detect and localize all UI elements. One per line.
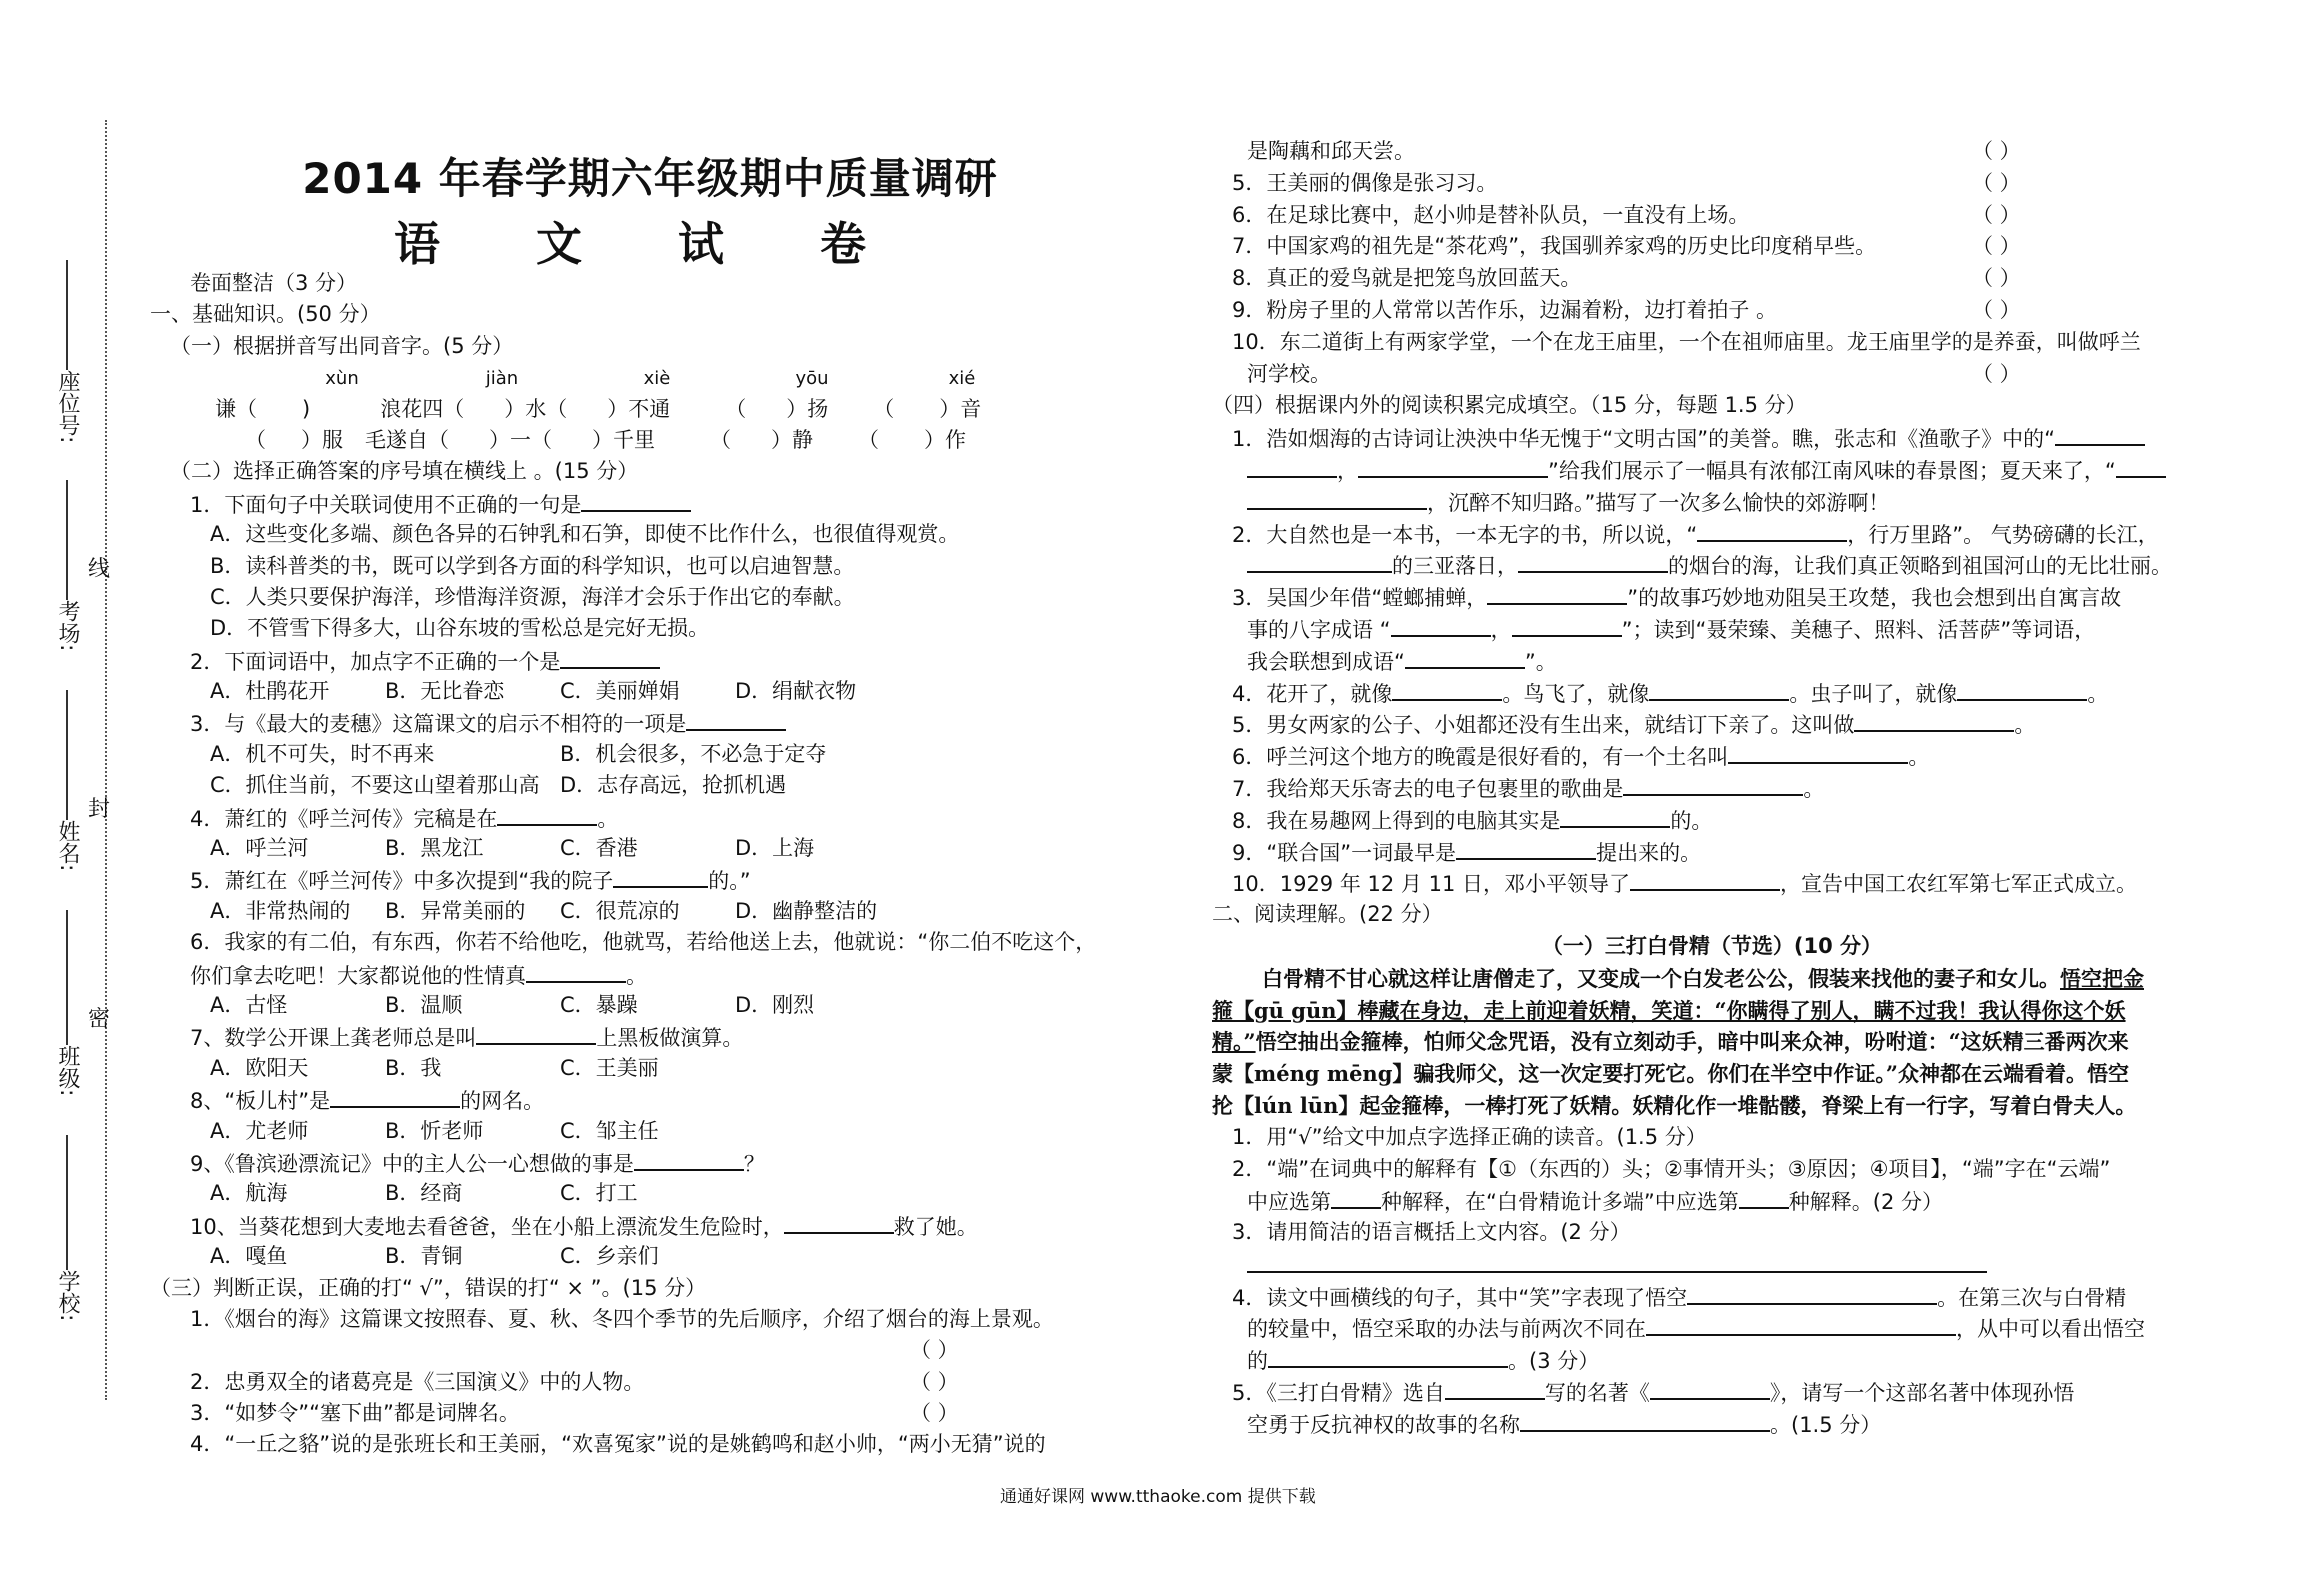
seal-char-secret: 密 (88, 1007, 111, 1032)
fill-item: 5．男女两家的公子、小姐都还没有生出来，就结订下亲了。这叫做 。 (1212, 708, 2212, 740)
passage-line: 白骨精不甘心就这样让唐僧走了，又变成一个白发老公公，假装来找他的妻子和女儿。悟空把金 (1262, 965, 2144, 991)
answer-blank[interactable] (686, 707, 786, 731)
judge-paren[interactable]: （ ） (910, 1401, 959, 1426)
part-choice: （二）选择正确答案的序号填在横线上 。(15 分） (170, 459, 639, 484)
judge-paren[interactable]: （ ） (1972, 266, 2021, 291)
judge-item: 是陶藕和邱天尝。 （ ） (1212, 136, 2212, 168)
fill-item-cont: ，沉醉不知归路。”描写了一次多么愉快的郊游啊！ (1212, 486, 2212, 518)
judge-paren[interactable]: （ ） (1972, 234, 2021, 259)
answer-blank[interactable] (613, 864, 708, 888)
reading-title: （一）三打白骨精（节选）(10 分） (1541, 933, 1883, 958)
judge-item: 4．“一丘之貉”说的是张班长和王美丽，“欢喜冤家”说的是姚鹤鸣和赵小帅，“两小无猜”说的 (190, 1432, 1046, 1457)
option: D．不管雪下得多大，山谷东坡的雪松总是完好无损。 (210, 616, 710, 641)
question: 4．萧红的《呼兰河传》完稿是在 。 (150, 802, 1150, 833)
answer-blank[interactable] (1247, 454, 1337, 478)
question: 9、《鲁滨逊漂流记》中的主人公一心想做的事是 ？ (150, 1147, 1150, 1178)
part-pinyin: （一）根据拼音写出同音字。(5 分） (170, 333, 514, 358)
reading-question: 4．读文中画横线的句子，其中“笑”字表现了悟空 。在第三次与白骨精 (1212, 1281, 2212, 1313)
judge-paren[interactable]: （ ） (910, 1338, 959, 1363)
judge-paren[interactable]: （ ） (1972, 361, 2021, 386)
answer-blank[interactable] (476, 1021, 596, 1045)
question: 2．下面词语中，加点字不正确的一个是 (150, 645, 1150, 676)
answer-blank[interactable] (1623, 772, 1803, 796)
answer-blank[interactable] (1649, 677, 1789, 701)
answer-line[interactable] (1247, 1249, 1987, 1273)
class-line (66, 910, 68, 1045)
answer-blank[interactable] (1739, 1185, 1789, 1209)
answer-blank[interactable] (1405, 645, 1525, 669)
fill-item: 3．吴国少年借“螳螂捕蝉， ”的故事巧妙地劝阻吴王攻楚，我也会想到出自寓言故 (1212, 581, 2212, 613)
answer-blank[interactable] (1560, 804, 1670, 828)
question: 3．与《最大的麦穗》这篇课文的启示不相符的一项是 (150, 707, 1150, 738)
answer-blank[interactable] (1728, 740, 1908, 764)
answer-blank[interactable] (1687, 1281, 1937, 1305)
answer-blank[interactable] (330, 1084, 460, 1108)
judge-paren[interactable]: （ ） (910, 1369, 959, 1394)
fill-item-cont: 事的八字成语 “ ， ”；读到“聂荣臻、美穗子、照料、活菩萨”等词语， (1212, 613, 2212, 645)
homophone-row-1: 谦（ ) 浪花四（ ）水（ ）不通 （ ）扬 （ ）音 (215, 396, 982, 421)
reading-question: 2．“端”在词典中的解释有【①（东西的）头；②事情开头；③原因；④项目】，“端”字在“云端” (1232, 1156, 2111, 1181)
option: B．读科普类的书，既可以学到各方面的科学知识，也可以启迪智慧。 (210, 553, 855, 578)
reading-question-cont: 空勇于反抗神权的故事的名称 。(1.5 分） (1212, 1408, 2212, 1440)
part-judge: （三）判断正误，正确的打“ √”，错误的打“ × ”。(15 分） (150, 1275, 707, 1300)
answer-blank[interactable] (2116, 454, 2166, 478)
name-line (66, 690, 68, 820)
judge-item: 1．《烟台的海》这篇课文按照春、夏、秋、冬四个季节的先后顺序，介绍了烟台的海上景观。 (190, 1306, 1054, 1331)
room-line (66, 480, 68, 600)
reading-question: 3．请用简洁的语言概括上文内容。(2 分） (1232, 1220, 1631, 1245)
homophone-row-2: （ ）服 毛遂自（ ）一（ ）千里 （ ）静 （ ）作 (245, 427, 966, 452)
fill-item: 2．大自然也是一本书，一本无字的书，所以说，“ ，行万里路”。 气势磅礴的长江， (1212, 518, 2212, 550)
option-row: A．非常热闹的 B．异常美丽的 C．很荒凉的 D．幽静整洁的 (210, 898, 878, 923)
reading-question: 5．《三打白骨精》选自 写的名著《 》，请写一个这部名著中体现孙悟 (1212, 1376, 2212, 1408)
judge-item: 2．忠勇双全的诸葛亮是《三国演义》中的人物。 （ ） (150, 1367, 1150, 1398)
answer-blank[interactable] (497, 802, 597, 826)
fill-item: 7．我给郑天乐寄去的电子包裹里的歌曲是 。 (1212, 772, 2212, 804)
option-row: A．航海 B．经商 C．打工 (210, 1181, 638, 1206)
reading-question: 1．用“√”给文中加点字选择正确的读音。(1.5 分） (1232, 1124, 1707, 1149)
name-label: 姓名: (55, 820, 80, 872)
answer-blank[interactable] (1650, 1376, 1770, 1400)
answer-blank[interactable] (1518, 549, 1668, 573)
neatness-score: 卷面整洁（3 分） (190, 271, 358, 295)
fill-item: 6．呼兰河这个地方的晚霞是很好看的，有一个土名叫 。 (1212, 740, 2212, 772)
option-row: C．抓住当前，不要这山望着那山高 D．志存高远，抢抓机遇 (210, 773, 787, 798)
option-row: A．杜鹃花开 B．无比眷恋 C．美丽婵娟 D．绢献衣物 (210, 679, 857, 704)
question: 10、当葵花想到大麦地去看爸爸，坐在小船上漂流发生危险时， 救了她。 (150, 1210, 1150, 1241)
pinyin-row: xùn jiàn xiè yōu xié (325, 368, 976, 390)
answer-blank[interactable] (1520, 1408, 1770, 1432)
answer-blank[interactable] (1391, 613, 1491, 637)
option-row: A．尤老师 B．忻老师 C．邹主任 (210, 1118, 659, 1143)
binding-dotted-line (105, 120, 107, 1400)
judge-paren[interactable]: （ ） (1972, 297, 2021, 322)
answer-blank[interactable] (1854, 708, 2014, 732)
fill-item-cont: 的三亚落日， 的烟台的海，让我们真正领略到祖国河山的无比壮丽。 (1212, 549, 2212, 581)
passage-line: 箍【gū gūn】棒藏在身边，走上前迎着妖精，笑道：“你瞒得了别人，瞒不过我！我认得你这个妖 (1212, 997, 2126, 1023)
question: 5．萧红在《呼兰河传》中多次提到“我的院子 的。” (150, 864, 1150, 895)
answer-blank[interactable] (581, 488, 691, 512)
option: C．人类只要保护海洋，珍惜海洋资源，海洋才会乐于作出它的奉献。 (210, 584, 855, 609)
left-column (150, 268, 1150, 1461)
page-footer: 通通好课网 www.tthaoke.com 提供下载 (1000, 1487, 1316, 1507)
school-line (66, 1135, 68, 1270)
exam-subtitle: 语 文 试 卷 (393, 217, 907, 271)
answer-blank[interactable] (1392, 677, 1502, 701)
answer-blank[interactable] (1487, 581, 1627, 605)
option-row: A．古怪 B．温顺 C．暴躁 D．刚烈 (210, 992, 815, 1017)
answer-blank[interactable] (1247, 549, 1392, 573)
judge-paren[interactable]: （ ） (1972, 170, 2021, 195)
fill-item: 1．浩如烟海的古诗词让泱泱中华无愧于“文明古国”的美誉。瞧，张志和《渔歌子》中的“ (1212, 422, 2212, 454)
seal-char-line: 线 (88, 557, 111, 582)
answer-blank[interactable] (1331, 1185, 1381, 1209)
answer-blank[interactable] (2055, 422, 2145, 446)
fill-item: 9．“联合国”一词最早是 提出来的。 (1212, 836, 2212, 868)
answer-blank[interactable] (634, 1147, 744, 1171)
answer-blank[interactable] (1358, 454, 1548, 478)
school-label: 学校: (55, 1270, 80, 1322)
question: 6．我家的有二伯，有东西，你若不给他吃，他就骂，若给他送上去，他就说：“你二伯不吃这个， (190, 930, 1097, 955)
judge-item: 10．东二道街上有两家学堂，一个在龙王庙里，一个在祖师庙里。龙王庙里学的是养蚕，叫做呼兰 (1232, 329, 2141, 354)
passage-line: 蒙【méng mēng】骗我师父，这一次定要打死它。你们在半空中作证。”众神都在云端看着。悟空 (1212, 1061, 2129, 1087)
fill-item-cont: 我会联想到成语“ ”。 (1212, 645, 2212, 677)
option-row: A．欧阳天 B．我 C．王美丽 (210, 1055, 659, 1080)
option-row: A．嘎鱼 B．青铜 C．乡亲们 (210, 1244, 659, 1269)
answer-line-row (1212, 1249, 2212, 1281)
answer-blank[interactable] (1268, 1344, 1508, 1368)
option-row: A．呼兰河 B．黑龙江 C．香港 D．上海 (210, 836, 815, 861)
passage-line: 抡【lún lūn】起金箍棒，一棒打死了妖精。妖精化作一堆骷髅，脊梁上有一行字，写着白骨夫人。 (1212, 1092, 2137, 1118)
judge-item: 5．王美丽的偶像是张习习。 （ ） (1212, 168, 2212, 200)
reading-question-cont: 的较量中，悟空采取的办法与前两次不同在 ，从中可以看出悟空 (1212, 1312, 2212, 1344)
section-basic: 一、基础知识。(50 分） (150, 302, 381, 327)
fill-item-cont: ， ”给我们展示了一幅具有浓郁江南风味的春景图；夏天来了，“ (1212, 454, 2212, 486)
seat-label: 座位号: (55, 370, 80, 444)
question: 1．下面句子中关联词使用不正确的一句是 (150, 488, 1150, 519)
option: A．这些变化多端、颜色各异的石钟乳和石笋，即使不比作什么，也很值得观赏。 (210, 522, 960, 547)
part-fill: （四）根据课内外的阅读积累完成填空。（15 分，每题 1.5 分） (1212, 393, 1807, 418)
room-label: 考场: (55, 600, 80, 652)
judge-paren[interactable]: （ ） (1972, 139, 2021, 163)
seal-char-seal: 封 (88, 797, 111, 822)
section-reading: 二、阅读理解。(22 分） (1212, 902, 1443, 927)
answer-blank[interactable] (1512, 613, 1622, 637)
judge-paren[interactable]: （ ） (1972, 202, 2021, 227)
passage-line: 精。”悟空抽出金箍棒，怕师父念咒语，没有立刻动手，暗中叫来众神，吩咐道：“这妖精三番两次来 (1212, 1029, 2129, 1055)
judge-item-cont: 河学校。 （ ） (1212, 359, 2212, 391)
seat-line (66, 260, 68, 370)
judge-item: 3．“如梦令”“塞下曲”都是词牌名。 （ ） (150, 1398, 1150, 1429)
question: 8、“板儿村”是 的网名。 (150, 1084, 1150, 1115)
class-label: 班级: (55, 1045, 80, 1097)
answer-blank[interactable] (1247, 486, 1427, 510)
judge-item: 9．粉房子里的人常常以苦作乐，边漏着粉，边打着拍子 。 （ ） (1212, 295, 2212, 327)
answer-blank[interactable] (1646, 1312, 1956, 1336)
answer-blank[interactable] (1630, 867, 1780, 891)
fill-item: 10．1929 年 12 月 11 日，邓小平领导了 ，宣告中国工农红军第七军正式成立。 (1212, 867, 2212, 899)
question-cont: 你们拿去吃吧！大家都说他的性情真 。 (150, 959, 1150, 990)
judge-item: 8．真正的爱鸟就是把笼鸟放回蓝天。 （ ） (1212, 263, 2212, 295)
answer-blank[interactable] (1697, 518, 1847, 542)
option-row: A．机不可失，时不再来 B．机会很多，不必急于定夺 (210, 741, 827, 766)
fill-item: 8．我在易趣网上得到的电脑其实是 的。 (1212, 804, 2212, 836)
reading-question-cont: 的 。(3 分） (1212, 1344, 2212, 1376)
answer-blank[interactable] (1456, 836, 1596, 860)
answer-blank[interactable] (784, 1210, 894, 1234)
answer-blank[interactable] (1445, 1376, 1545, 1400)
answer-blank[interactable] (526, 959, 626, 983)
judge-item: 6．在足球比赛中，赵小帅是替补队员，一直没有上场。 （ ） (1212, 200, 2212, 232)
judge-row (150, 1335, 1150, 1366)
fill-item: 4．花开了，就像 。鸟飞了，就像 。虫子叫了，就像 。 (1212, 677, 2212, 709)
answer-blank[interactable] (1957, 677, 2087, 701)
answer-blank[interactable] (560, 645, 660, 669)
right-column (1212, 136, 2212, 1440)
question: 7、数学公开课上龚老师总是叫 上黑板做演算。 (150, 1021, 1150, 1052)
judge-item: 7．中国家鸡的祖先是“茶花鸡”，我国驯养家鸡的历史比印度稍早些。 （ ） (1212, 231, 2212, 263)
reading-question-cont: 中应选第 种解释，在“白骨精诡计多端”中应选第 种解释。(2 分） (1212, 1185, 2212, 1217)
exam-title: 2014 年春学期六年级期中质量调研 (302, 154, 998, 203)
